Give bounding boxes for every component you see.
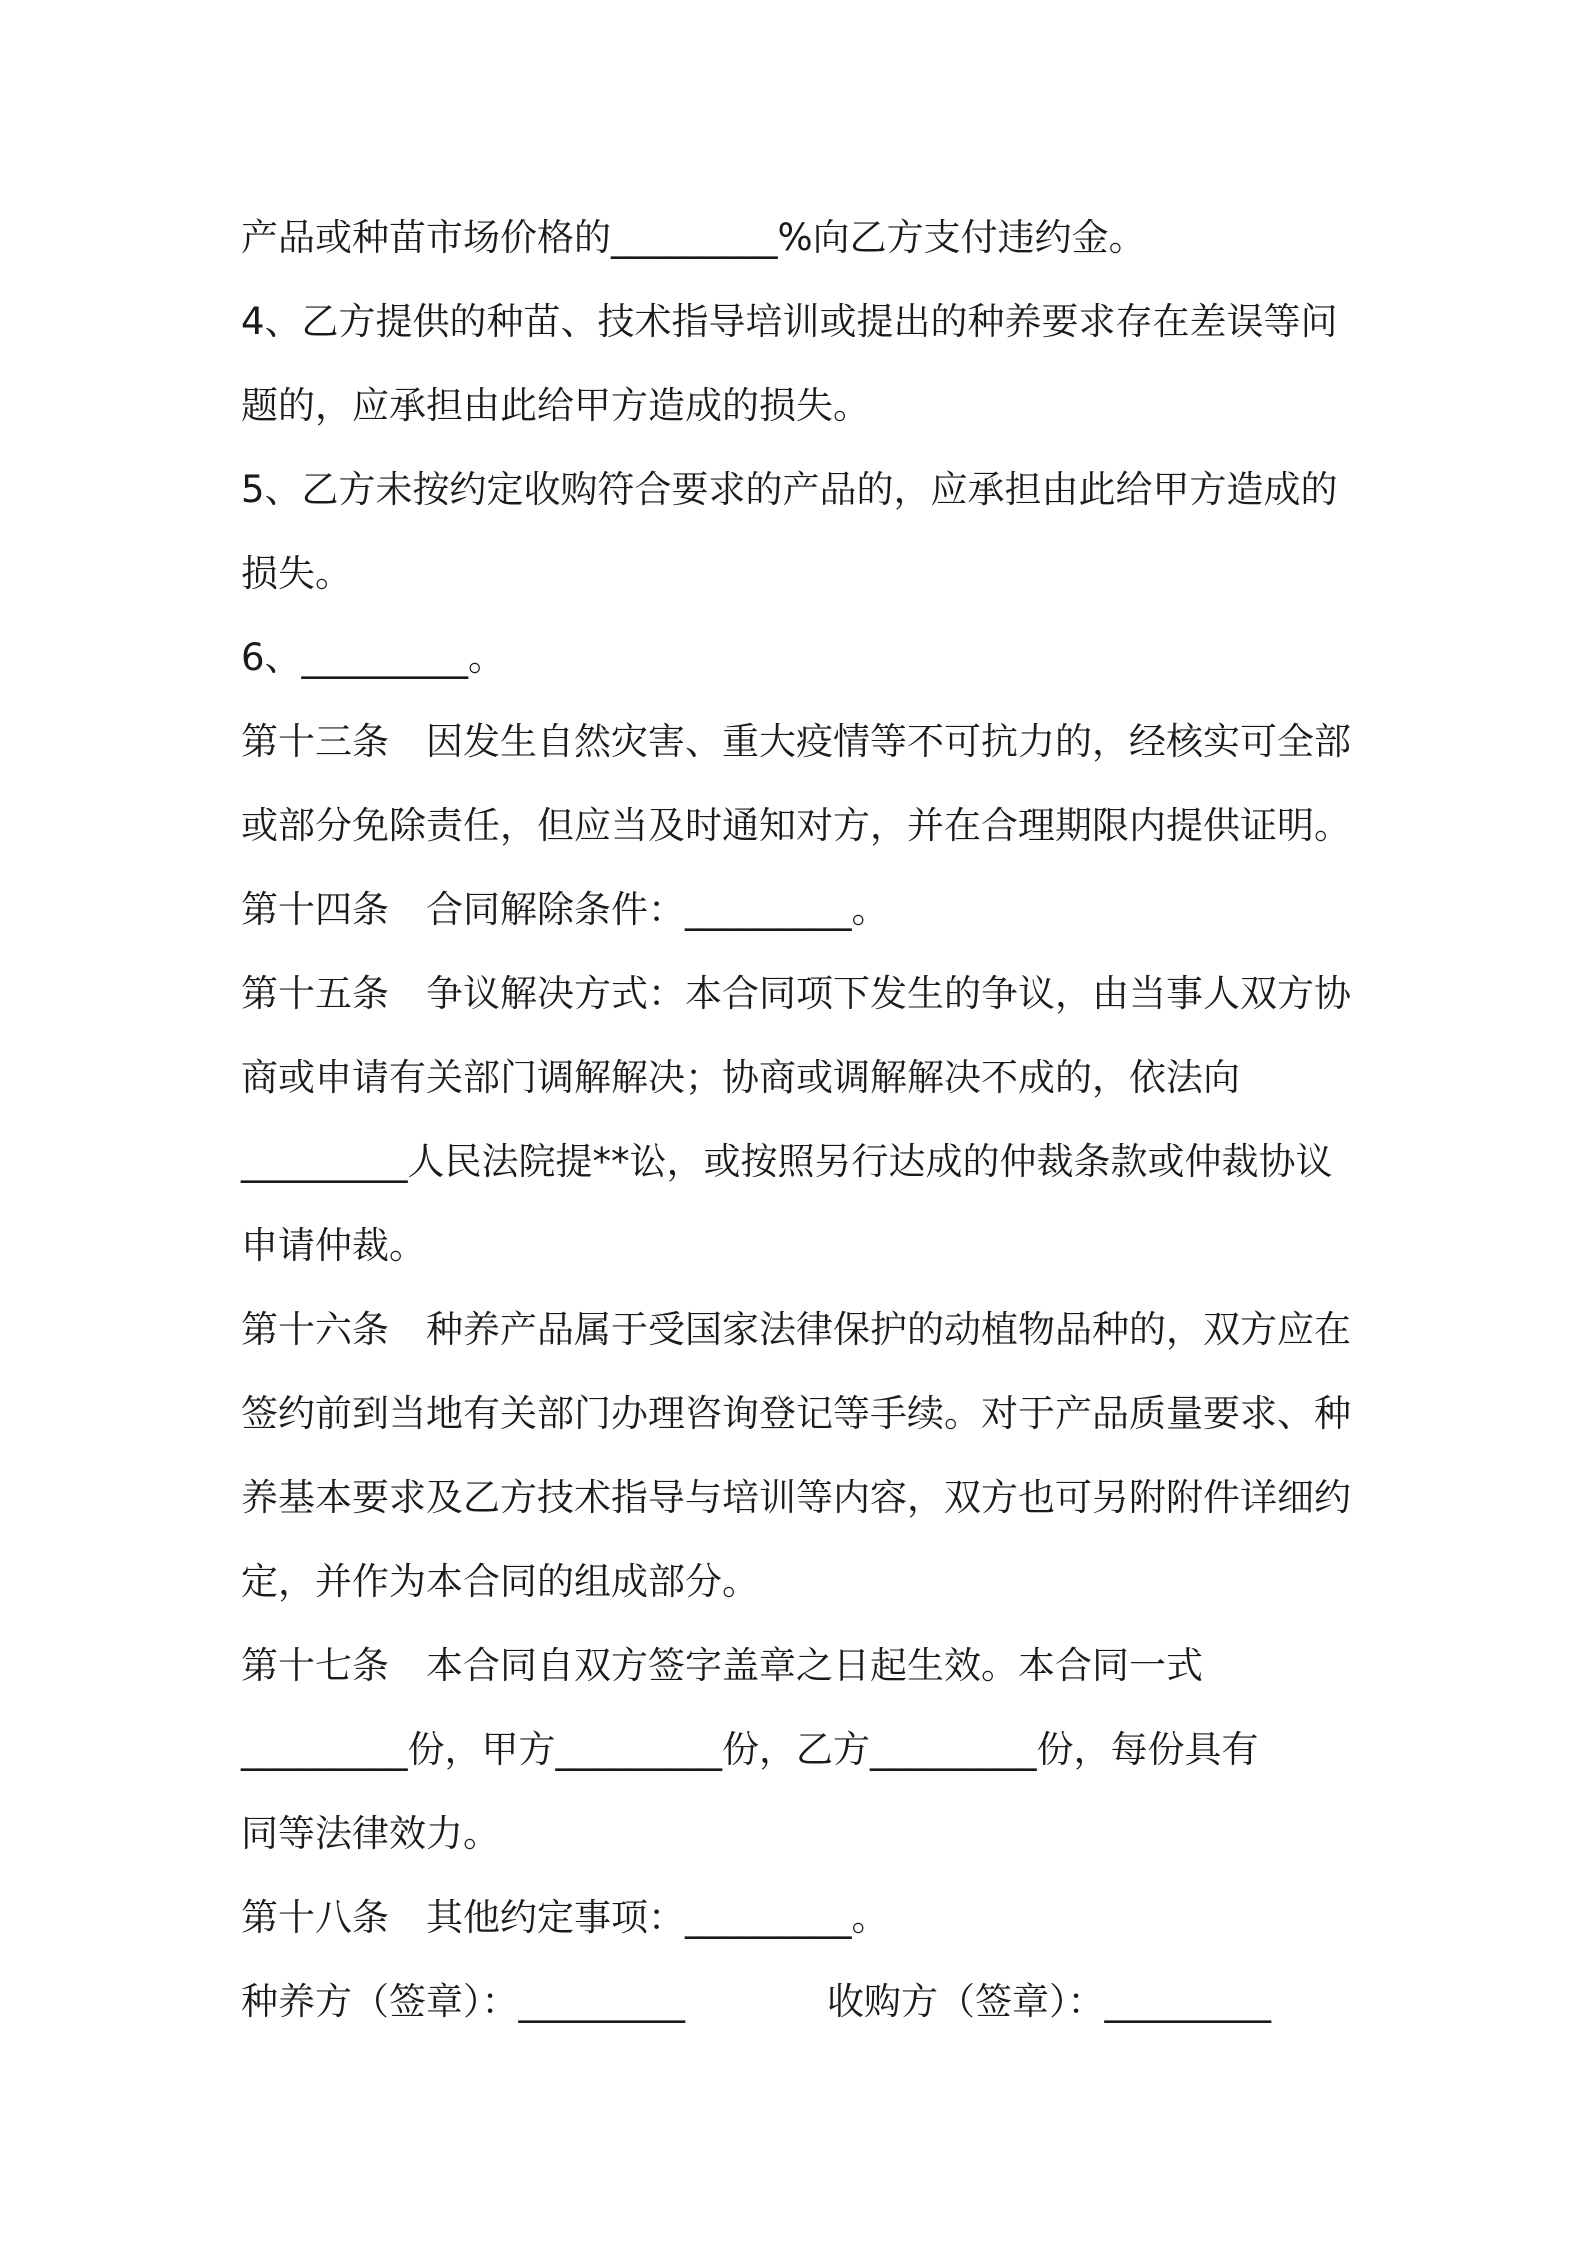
text-line: 签约前到当地有关部门办理咨询登记等手续。对于产品质量要求、种	[241, 1392, 1351, 1435]
signature-row	[241, 1960, 1361, 2044]
text-line: _________份，甲方_________份，乙方_________份，每份具有	[241, 1728, 1259, 1771]
text-line: 产品或种苗市场价格的_________%向乙方支付违约金。	[241, 216, 1146, 259]
article-14-line: 第十四条 合同解除条件：_________。	[241, 888, 889, 931]
text-line: 6、_________。	[241, 636, 506, 679]
text-line: 题的，应承担由此给甲方造成的损失。	[241, 384, 870, 427]
text-line: 或部分免除责任，但应当及时通知对方，并在合理期限内提供证明。	[241, 804, 1351, 847]
article-15-line: 第十五条 争议解决方式：本合同项下发生的争议，由当事人双方协	[241, 972, 1351, 1015]
text-line: _________人民法院提**讼，或按照另行达成的仲裁条款或仲裁协议	[241, 1140, 1333, 1183]
buyer-signature: 收购方（签章）：_________	[827, 1980, 1271, 2023]
text-line: 同等法律效力。	[241, 1812, 500, 1855]
text-line: 商或申请有关部门调解解决；协商或调解解决不成的，依法向	[241, 1056, 1240, 1099]
article-18-line: 第十八条 其他约定事项：_________。	[241, 1896, 889, 1939]
article-17-line: 第十七条 本合同自双方签字盖章之日起生效。本合同一式	[241, 1644, 1203, 1687]
grower-signature: 种养方（签章）：_________	[241, 1980, 685, 2023]
text-line: 损失。	[241, 552, 352, 595]
text-line: 4、乙方提供的种苗、技术指导培训或提出的种养要求存在差误等问	[241, 300, 1338, 343]
text-line: 定，并作为本合同的组成部分。	[241, 1560, 759, 1603]
article-16-line: 第十六条 种养产品属于受国家法律保护的动植物品种的，双方应在	[241, 1308, 1351, 1351]
article-13-line: 第十三条 因发生自然灾害、重大疫情等不可抗力的，经核实可全部	[241, 720, 1351, 763]
text-line: 5、乙方未按约定收购符合要求的产品的，应承担由此给甲方造成的	[241, 468, 1338, 511]
text-line: 养基本要求及乙方技术指导与培训等内容，双方也可另附附件详细约	[241, 1476, 1351, 1519]
text-line: 申请仲裁。	[241, 1224, 426, 1267]
contract-page	[241, 196, 1361, 2044]
